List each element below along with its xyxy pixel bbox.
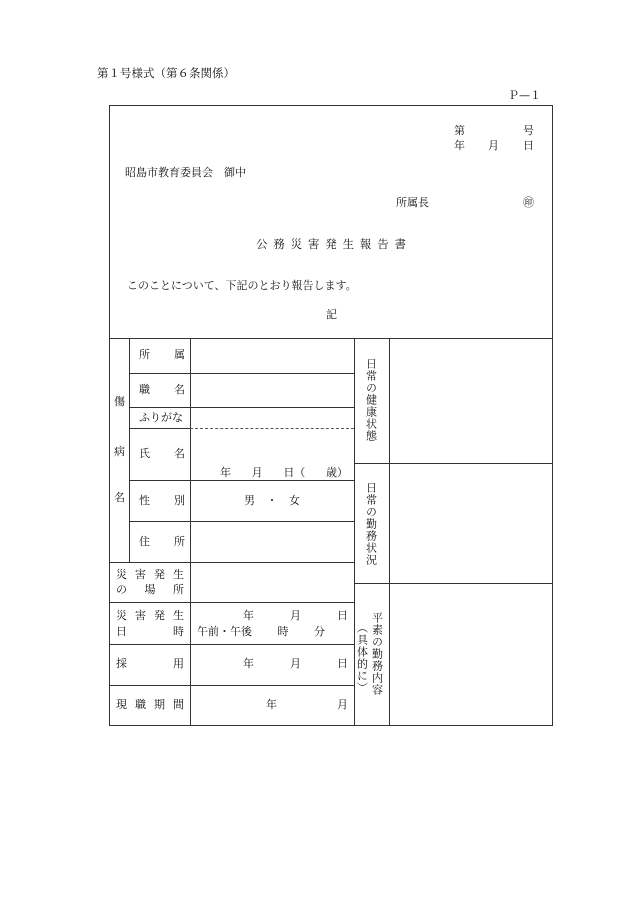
statement: このことについて、下記のとおり報告します。 bbox=[127, 279, 357, 292]
label-duties-sub: （具体的に） bbox=[355, 622, 369, 694]
group-label-3: 名 bbox=[114, 491, 125, 504]
seal-mark: ㊞ bbox=[523, 196, 534, 209]
label-hire: 採 用 bbox=[116, 657, 184, 670]
number-label-go: 号 bbox=[523, 124, 534, 137]
page-code: Ｐ—１ bbox=[508, 89, 541, 102]
tenure-value: 年 月 bbox=[266, 698, 348, 711]
date-day: 日 bbox=[523, 139, 534, 152]
date-year: 年 bbox=[454, 139, 465, 152]
label-health: 日常の健康状態 bbox=[364, 358, 378, 442]
label-job: 職 名 bbox=[139, 383, 185, 396]
label-duties: 平素の勤務内容 bbox=[370, 612, 384, 696]
group-label-1: 傷 bbox=[114, 395, 125, 408]
number-label-dai: 第 bbox=[454, 124, 465, 137]
label-place-line2: の 場 所 bbox=[116, 583, 184, 596]
document-title: 公 務 災 害 発 生 報 告 書 bbox=[256, 237, 406, 251]
addressee: 昭島市教育委員会 御中 bbox=[125, 166, 246, 179]
group-label-2: 病 bbox=[114, 445, 125, 458]
label-address: 住 所 bbox=[139, 535, 185, 548]
ki-mark: 記 bbox=[326, 308, 337, 321]
label-time-line2: 日 時 bbox=[116, 625, 184, 638]
label-name: 氏 名 bbox=[139, 447, 185, 460]
birth-date-age: 年 月 日（ 歳） bbox=[220, 466, 348, 479]
label-place-line1: 災 害 発 生 bbox=[116, 568, 184, 581]
label-affiliation: 所 属 bbox=[139, 348, 185, 361]
sex-options: 男 ・ 女 bbox=[244, 494, 300, 507]
date-month: 月 bbox=[488, 139, 499, 152]
label-time-line1: 災 害 発 生 bbox=[116, 609, 184, 622]
head-label: 所属長 bbox=[396, 196, 429, 209]
time-value-hour: 午前・午後 時 分 bbox=[197, 625, 325, 638]
hire-value: 年 月 日 bbox=[243, 657, 348, 670]
label-work: 日常の勤務状況 bbox=[364, 482, 378, 566]
report-frame bbox=[109, 105, 553, 339]
time-value-date: 年 月 日 bbox=[243, 609, 348, 622]
label-tenure: 現 職 期 間 bbox=[116, 698, 184, 711]
label-furigana: ふりがな bbox=[139, 411, 183, 424]
form-title: 第１号様式（第６条関係） bbox=[97, 66, 235, 80]
label-sex: 性 別 bbox=[139, 494, 185, 507]
